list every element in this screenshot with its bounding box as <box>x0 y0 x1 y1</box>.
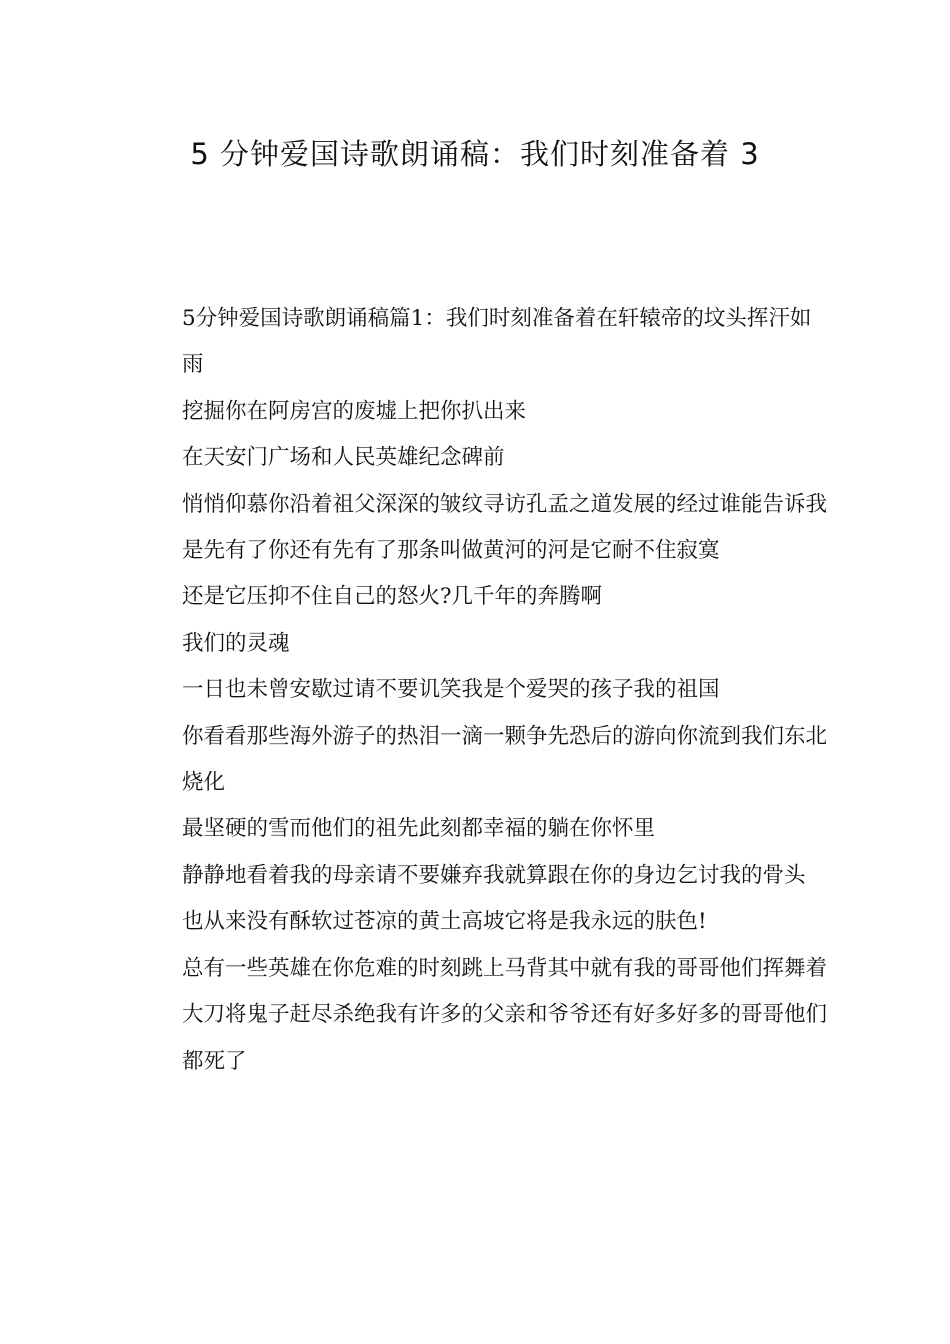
poem-body <box>182 296 832 1085</box>
poem-line: 你看看那些海外游子的热泪一滴一颗争先恐后的游向你流到我们东北烧化 <box>182 723 828 796</box>
poem-line: 一日也未曾安歇过请不要讥笑我是个爱哭的孩子我的祖国 <box>182 677 720 703</box>
poem-line: 静静地看着我的母亲请不要嫌弃我就算跟在你的身边乞讨我的骨头 <box>182 862 806 888</box>
poem-line: 还是它压抑不住自己的怒火?几千年的奔腾啊 <box>182 584 603 610</box>
poem-line: 也从来没有酥软过苍凉的黄土高坡它将是我永远的肤色! <box>182 909 707 935</box>
poem-line: 我们的灵魂 <box>182 630 290 656</box>
poem-line: 总有一些英雄在你危难的时刻跳上马背其中就有我的哥哥他们挥舞着大刀将鬼子赶尽杀绝我有许多的父亲和爷爷还有好多好多的哥哥他们都死了 <box>182 955 828 1074</box>
poem-line: 在天安门广场和人民英雄纪念碑前 <box>182 445 505 471</box>
poem-line: 挖掘你在阿房宫的废墟上把你扒出来 <box>182 398 527 424</box>
poem-line: 5分钟爱国诗歌朗诵稿篇1：我们时刻准备着在轩辕帝的坟头挥汗如雨 <box>182 306 812 378</box>
poem-line: 悄悄仰慕你沿着祖父深深的皱纹寻访孔孟之道发展的经过谁能告诉我是先有了你还有先有了那条叫做黄河的河是它耐不住寂寞 <box>182 491 828 564</box>
document-title: 5 分钟爱国诗歌朗诵稿：我们时刻准备着 3 <box>190 137 760 171</box>
poem-line: 最坚硬的雪而他们的祖先此刻都幸福的躺在你怀里 <box>182 816 656 842</box>
